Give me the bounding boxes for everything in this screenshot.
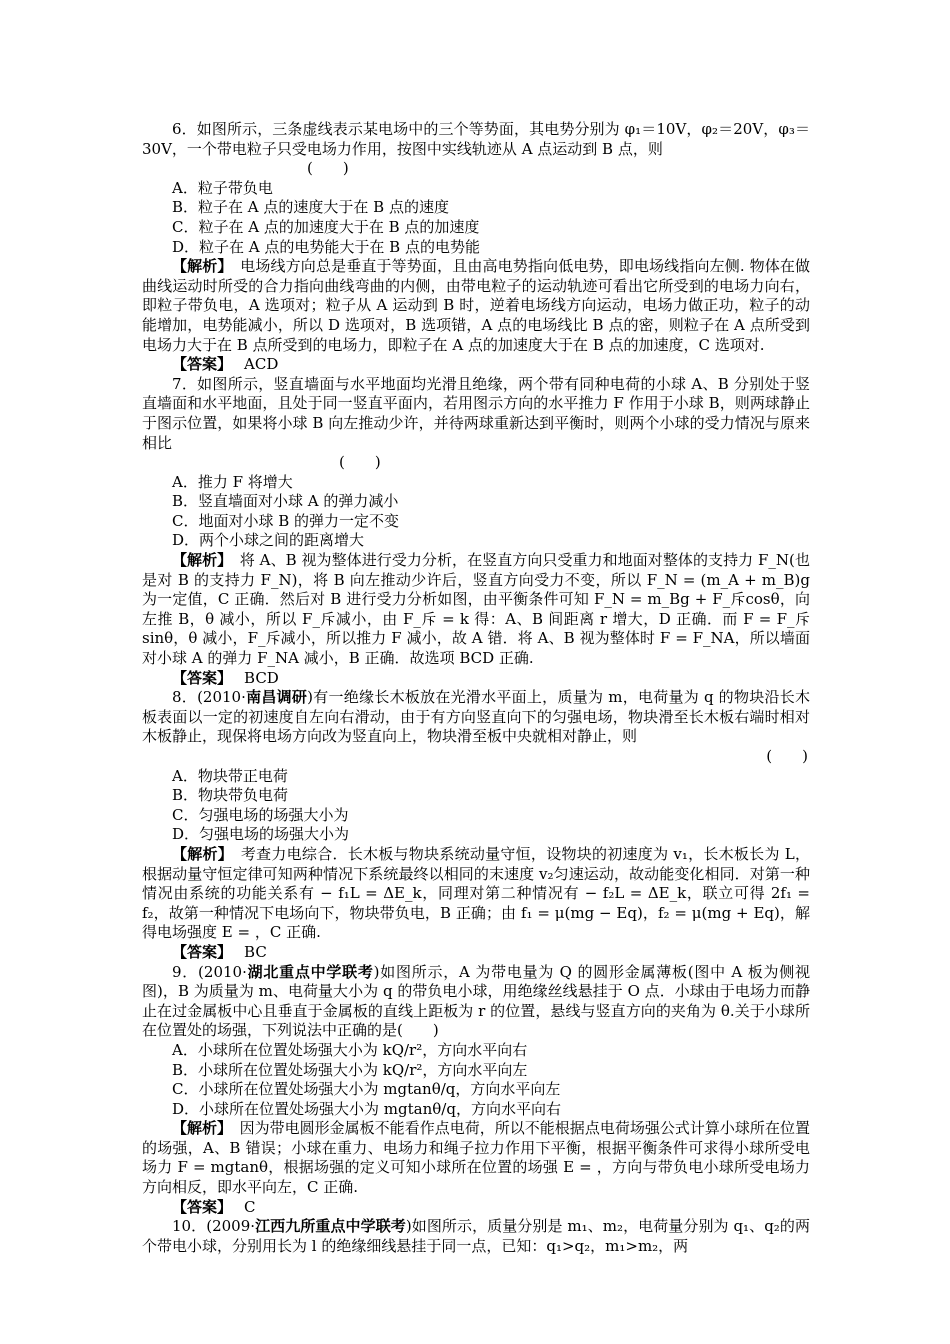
q10-stem bbox=[142, 1217, 810, 1256]
q8-answer-value: BC bbox=[244, 942, 267, 961]
q10-stem-prefix: 10．(2009· bbox=[172, 1217, 256, 1236]
analysis-label: 【解析】 bbox=[172, 551, 225, 570]
q6-option-c: C．粒子在 A 点的加速度大于在 B 点的加速度 bbox=[172, 217, 480, 236]
q9-analysis bbox=[142, 1119, 810, 1197]
q9-analysis-text: 因为带电圆形金属板不能看作点电荷，所以不能根据点电荷场强公式计算小球所在位置的场强，A、B 错误；小球在重力、电场力和绳子拉力作用下平衡，根据平衡条件可求得小球所受电场力 F = mgtanθ，根据场强的定义可知小球所在位置的场强 E = ，方向与带负电小球所受电场力方向相反，即水平向左，C 正确. bbox=[142, 1119, 810, 1197]
q7-answer bbox=[142, 669, 810, 689]
q6-option-b: B．粒子在 A 点的速度大于在 B 点的速度 bbox=[172, 198, 449, 217]
answer-label: 【答案】 bbox=[172, 1197, 233, 1216]
analysis-label: 【解析】 bbox=[172, 257, 226, 276]
q9-stem-text: )如图所示，A 为带电量为 Q 的圆形金属薄板(图中 A 板为侧视图)，B 为质量为 m、电荷量大小为 q 的带负电小球，用绝缘丝线悬挂于 O 点．小球由于电场力而静止在过金属板中心且垂直于金属板的直线上距板为 r 的位置，悬线与竖直方向的夹角为 θ.关于小球所在位置处的场强，下列说法中正确的是( ) bbox=[142, 962, 810, 1040]
q9-stem bbox=[142, 963, 810, 1041]
q7-answer-value: BCD bbox=[244, 668, 279, 687]
answer-label: 【答案】 bbox=[172, 942, 233, 961]
q6-analysis-text: 电场线方向总是垂直于等势面，且由高电势指向低电势，即电场线指向左侧. 物体在做曲线运动时所受的合力指向曲线弯曲的内侧，由带电粒子的运动轨迹可看出它所受到的电场力向右，即粒子带负电，A 选项对；粒子从 A 运动到 B 时，逆着电场线方向运动，电场力做正功，粒子的动能增加，电势能减小，所以 D 选项对，B 选项错，A 点的电场线比 B 点的密，则粒子在 A 点所受到电场力大于在 B 点所受到的电场力，即粒子在 A 点的加速度大于在 B 点的加速度，C 选项对. bbox=[142, 257, 810, 354]
q10-source: 江西九所重点中学联考 bbox=[255, 1217, 406, 1236]
q6-answer-value: ACD bbox=[244, 355, 279, 374]
q7-option-c: C．地面对小球 B 的弹力一定不变 bbox=[172, 511, 400, 530]
q8-option-d: D．匀强电场的场强大小为 bbox=[172, 825, 350, 844]
q9-option-c: C．小球所在位置处场强大小为 mgtanθ/q，方向水平向左 bbox=[172, 1080, 561, 1099]
q8-stem-prefix: 8．(2010· bbox=[172, 688, 246, 707]
q8-paren: ( ) bbox=[766, 747, 808, 765]
q8-option-b: B．物块带负电荷 bbox=[172, 786, 289, 805]
analysis-label: 【解析】 bbox=[172, 844, 226, 863]
analysis-label: 【解析】 bbox=[172, 1119, 225, 1138]
q7-paren: ( ) bbox=[339, 453, 381, 472]
q7-analysis bbox=[142, 551, 810, 669]
q7-stem: 7．如图所示，竖直墙面与水平地面均光滑且绝缘，两个带有同种电荷的小球 A、B 分别处于竖直墙面和水平地面，且处于同一竖直平面内，若用图示方向的水平推力 F 作用于小球 B，则两球静止于图示位置，如果将小球 B 向左推动少许，并待两球重新达到平衡时，则两个小球的受力情况与原来相比 bbox=[142, 374, 810, 452]
q8-option-a: A．物块带正电荷 bbox=[172, 766, 288, 785]
q6-answer bbox=[142, 355, 810, 375]
answer-label: 【答案】 bbox=[172, 668, 233, 687]
q8-option-c: C．匀强电场的场强大小为 bbox=[172, 805, 349, 824]
q6-analysis bbox=[142, 257, 810, 355]
q6-paren: ( ) bbox=[307, 159, 349, 178]
q7-option-a: A．推力 F 将增大 bbox=[172, 472, 293, 491]
q8-analysis-text: 考查力电综合．长木板与物块系统动量守恒，设物块的初速度为 v₁，长木板长为 L，根据动量守恒定律可知两种情况下系统最终以相同的末速度 v₂匀速运动，故动能变化相同．对第一种情况由系统的功能关系有 − f₁L = ΔE_k，同理对第二种情况有 − f₂L = ΔE_k，联立可得 2f₁ = f₂，故第一种情况下电场向下，物块带负电，B 正确；由 f₁ = μ(mg − Eq)，f₂ = μ(mg + Eq)，解得电场强度 E = ，C 正确. bbox=[142, 844, 810, 942]
q7-option-b: B．竖直墙面对小球 A 的弹力减小 bbox=[172, 492, 399, 511]
q9-option-a: A．小球所在位置处场强大小为 kQ/r²，方向水平向右 bbox=[172, 1040, 528, 1059]
q9-answer bbox=[142, 1198, 810, 1218]
q8-source: 南昌调研 bbox=[245, 688, 308, 707]
q6-stem: 6．如图所示，三条虚线表示某电场中的三个等势面，其电势分别为 φ₁＝10V，φ₂＝20V，φ₃＝30V，一个带电粒子只受电场力作用，按图中实线轨迹从 A 点运动到 B 点，则 bbox=[142, 120, 810, 158]
q9-answer-value: C bbox=[244, 1197, 256, 1216]
answer-label: 【答案】 bbox=[172, 355, 233, 374]
q8-answer bbox=[142, 943, 810, 963]
q9-option-b: B．小球所在位置处场强大小为 kQ/r²，方向水平向左 bbox=[172, 1060, 528, 1079]
q9-option-d: D．小球所在位置处场强大小为 mgtanθ/q，方向水平向右 bbox=[172, 1099, 561, 1118]
q9-stem-prefix: 9．(2010· bbox=[172, 962, 247, 981]
q7-option-d: D．两个小球之间的距离增大 bbox=[172, 531, 365, 550]
q9-source: 湖北重点中学联考 bbox=[246, 962, 374, 981]
q8-stem bbox=[142, 688, 810, 747]
document-page bbox=[142, 120, 810, 1256]
q7-analysis-text: 将 A、B 视为整体进行受力分析，在竖直方向只受重力和地面对整体的支持力 F_N(也是对 B 的支持力 F_N)，将 B 向左推动少许后，竖直方向受力不变，所以 F_N = (m_A + m_B)g 为一定值，C 正确．然后对 B 进行受力分析如图，由平衡条件可知 F_N = m_Bg + F_斥cosθ，向左推 B，θ 减小，所以 F_斥减小，由 F_斥 = k 得：A、B 间距离 r 增大，D 正确．而 F = F_斥sinθ，θ 减小，F_斥减小，所以推力 F 减小，故 A 错．将 A、B 视为整体时 F = F_NA，所以墙面对小球 A 的弹力 F_NA 减小，B 正确．故选项 BCD 正确. bbox=[142, 551, 810, 668]
q6-option-a: A．粒子带负电 bbox=[172, 178, 273, 197]
q8-stem-text: )有一绝缘长木板放在光滑水平面上，质量为 m，电荷量为 q 的物块沿长木板表面以一定的初速度自左向右滑动，由于有方向竖直向下的匀强电场，物块滑至长木板右端时相对木板静止，现保将电场方向改为竖直向上，物块滑至板中央就相对静止，则 bbox=[142, 688, 810, 746]
q10-stem-text: )如图所示，质量分别是 m₁、m₂，电荷量分别为 q₁、q₂的两个带电小球，分别用长为 l 的绝缘细线悬挂于同一点，已知：q₁>q₂，m₁>m₂，两 bbox=[142, 1217, 810, 1255]
q8-analysis bbox=[142, 845, 810, 943]
q6-option-d: D．粒子在 A 点的电势能大于在 B 点的电势能 bbox=[172, 237, 480, 256]
